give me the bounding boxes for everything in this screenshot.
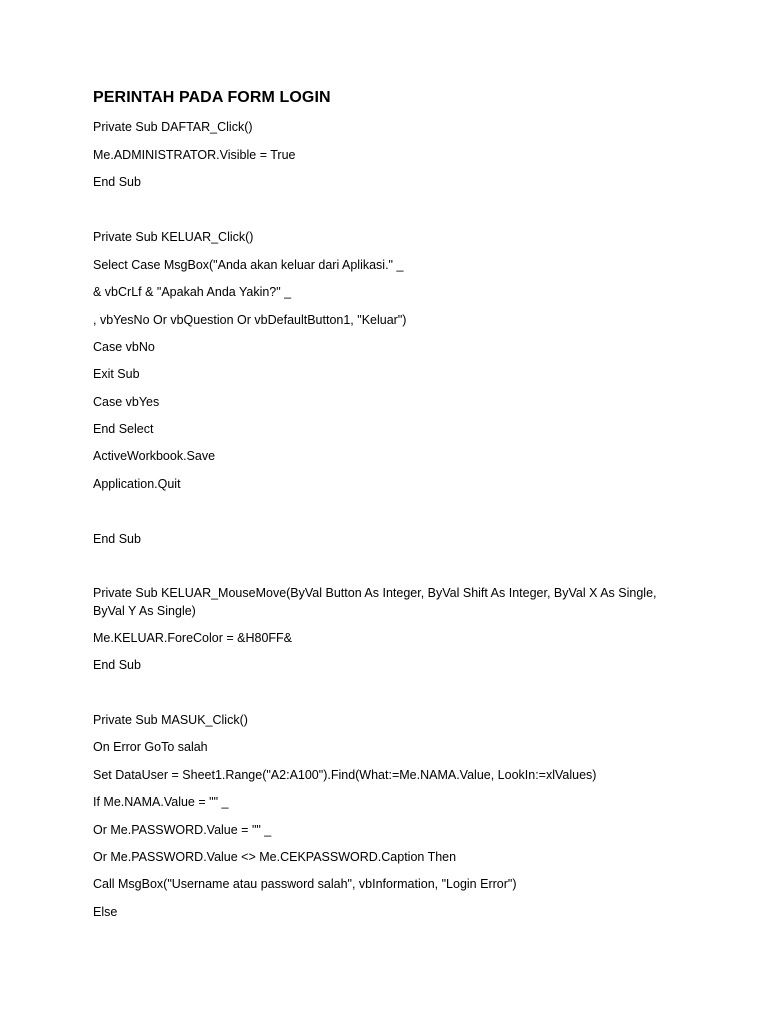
code-line: Me.ADMINISTRATOR.Visible = True [93,148,296,162]
code-line: Select Case MsgBox("Anda akan keluar dari Aplikasi." _ [93,258,404,272]
code-line: Or Me.PASSWORD.Value <> Me.CEKPASSWORD.Caption Then [93,850,457,864]
code-line: Else [93,905,118,919]
code-line: End Sub [93,532,141,546]
code-line: If Me.NAMA.Value = "" _ [93,795,229,809]
code-line: Set DataUser = Sheet1.Range("A2:A100").Find(What:=Me.NAMA.Value, LookIn:=xlValues) [93,768,597,782]
code-line: Call MsgBox("Username atau password salah", vbInformation, "Login Error") [93,877,517,891]
code-line: End Sub [93,658,141,672]
code-line: Me.KELUAR.ForeColor = &H80FF& [93,631,293,645]
code-line: Application.Quit [93,477,181,491]
code-line: Private Sub MASUK_Click() [93,713,248,727]
code-line: On Error GoTo salah [93,740,208,754]
code-line: Private Sub KELUAR_Click() [93,230,254,244]
code-line: Private Sub DAFTAR_Click() [93,120,253,134]
code-line: Case vbNo [93,340,155,354]
document-title: PERINTAH PADA FORM LOGIN [93,89,331,106]
code-line: End Select [93,422,154,436]
code-line: End Sub [93,175,141,189]
code-line: Case vbYes [93,395,160,409]
code-line: & vbCrLf & "Apakah Anda Yakin?" _ [93,285,292,299]
code-line: Exit Sub [93,367,140,381]
code-line: , vbYesNo Or vbQuestion Or vbDefaultButton1, "Keluar") [93,313,407,327]
code-line: Or Me.PASSWORD.Value = "" _ [93,823,272,837]
code-line: ActiveWorkbook.Save [93,449,216,463]
code-line: Private Sub KELUAR_MouseMove(ByVal Button As Integer, ByVal Shift As Integer, ByVal X As Single, ByVal Y As Single) [93,586,657,618]
